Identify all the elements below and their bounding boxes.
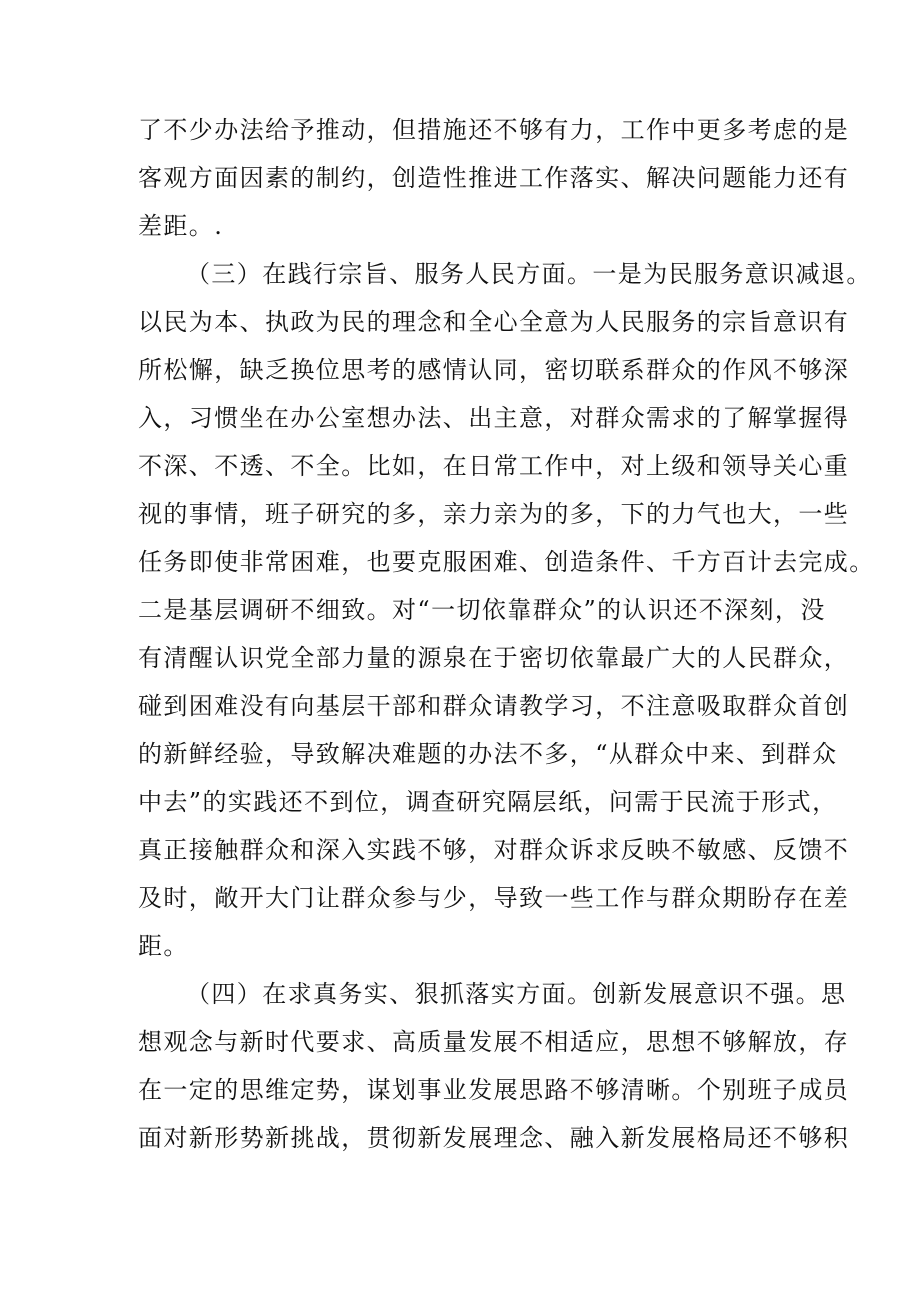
text-line: 差距。. <box>138 212 224 240</box>
text-line: 视的事情，班子研究的多，亲力亲为的多，下的力气也大，一些 <box>138 500 850 528</box>
text-line: 以民为本、执政为民的理念和全心全意为人民服务的宗旨意识有 <box>138 308 850 336</box>
text-line: 不深、不透、不全。比如，在日常工作中，对上级和领导关心重 <box>138 452 850 480</box>
text-line: 在一定的思维定势，谋划事业发展思路不够清晰。个别班子成员 <box>138 1076 850 1104</box>
text-line: 客观方面因素的制约，创造性推进工作落实、解决问题能力还有 <box>138 164 850 192</box>
text-line: 任务即使非常困难，也要克服困难、创造条件、千方百计去完成。 <box>138 548 875 576</box>
text-line: 中去”的实践还不到位，调查研究隔层纸，问需于民流于形式， <box>138 788 838 816</box>
text-line: 二是基层调研不细致。对“一切依靠群众”的认识还不深刻，没 <box>138 596 826 624</box>
paragraph-section-3 <box>138 250 875 970</box>
section-heading-line: （四）在求真务实、狠抓落实方面。创新发展意识不强。思 <box>186 980 847 1008</box>
text-line: 所松懈，缺乏换位思考的感情认同，密切联系群众的作风不够深 <box>138 356 850 384</box>
text-line: 的新鲜经验，导致解决难题的办法不多，“从群众中来、到群众 <box>138 740 838 768</box>
text-line: 真正接触群众和深入实践不够，对群众诉求反映不敏感、反馈不 <box>138 836 850 864</box>
text-line: 了不少办法给予推动，但措施还不够有力，工作中更多考虑的是 <box>138 116 850 144</box>
text-line: 面对新形势新挑战，贯彻新发展理念、融入新发展格局还不够积 <box>138 1124 850 1152</box>
section-heading-line: （三）在践行宗旨、服务人民方面。一是为民服务意识减退。 <box>186 260 872 288</box>
text-line: 有清醒认识党全部力量的源泉在于密切依靠最广大的人民群众， <box>138 644 850 672</box>
text-line: 碰到困难没有向基层干部和群众请教学习，不注意吸取群众首创 <box>138 692 850 720</box>
text-line: 想观念与新时代要求、高质量发展不相适应，思想不够解放，存 <box>138 1028 850 1056</box>
text-line: 距。 <box>138 932 189 960</box>
text-line: 入，习惯坐在办公室想办法、出主意，对群众需求的了解掌握得 <box>138 404 850 432</box>
paragraph-section-4 <box>138 970 850 1162</box>
paragraph-continued <box>138 106 850 250</box>
text-line: 及时，敞开大门让群众参与少，导致一些工作与群众期盼存在差 <box>138 884 850 912</box>
